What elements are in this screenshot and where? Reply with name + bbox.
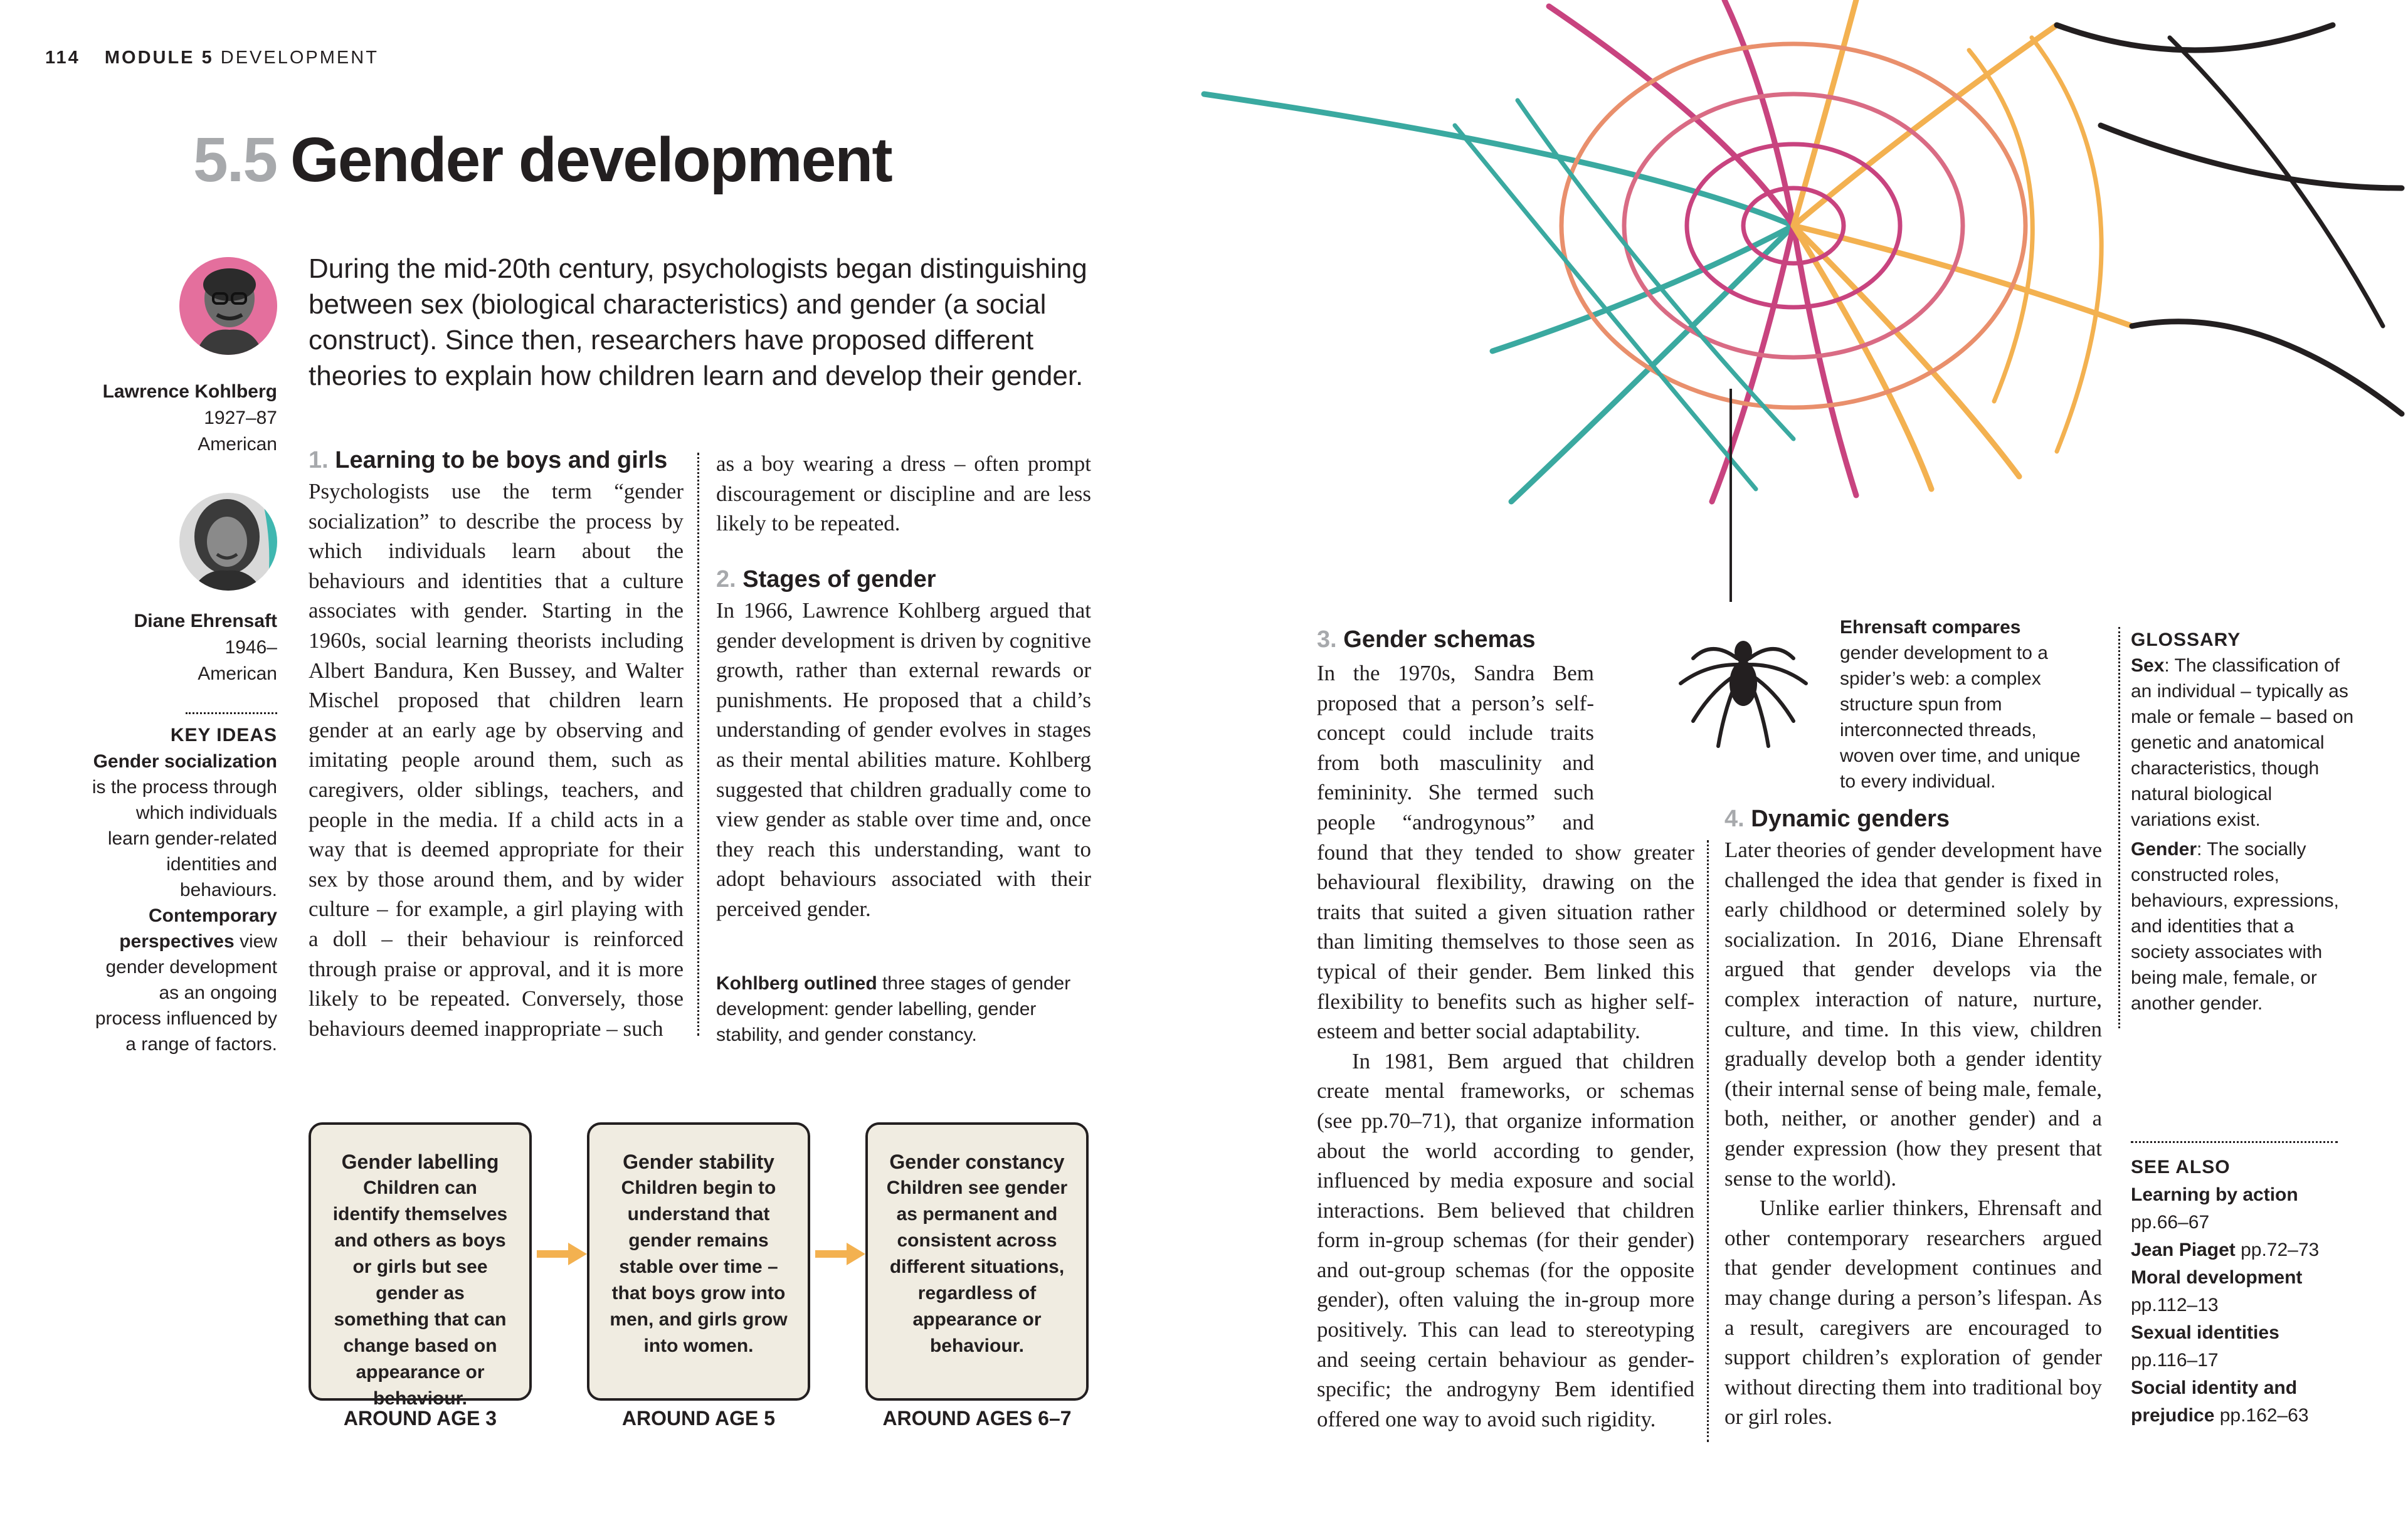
see-also-rule bbox=[2131, 1141, 2338, 1143]
section-2-heading bbox=[716, 563, 1091, 596]
glossary bbox=[2131, 627, 2357, 1016]
key-idea-1 bbox=[89, 749, 277, 903]
spider-wrap-space bbox=[1594, 658, 1694, 834]
section-4-text-b: Unlike earlier thinkers, Ehrensaft and other contemporary researchers argued that gender development continues and may change during a person’s lifespan. As a result, caregivers are encouraged to support children’s exploration of gender without directing them into traditional boy or girl roles. bbox=[1724, 1196, 2102, 1430]
see-also bbox=[2131, 1154, 2369, 1430]
kohlberg-years: 1927–87 bbox=[204, 408, 277, 428]
ehrensaft-portrait bbox=[179, 493, 277, 591]
see-also-pages: pp.112–13 bbox=[2131, 1295, 2219, 1315]
glossary-term-gender: Gender bbox=[2131, 839, 2197, 860]
see-also-title: SEE ALSO bbox=[2131, 1157, 2231, 1177]
ehrensaft-bio bbox=[134, 608, 277, 687]
stage-3-age: AROUND AGES 6–7 bbox=[882, 1407, 1072, 1430]
section-label: DEVELOPMENT bbox=[220, 48, 379, 68]
section-1-title: Learning to be boys and girls bbox=[335, 447, 668, 473]
ehrensaft-caption bbox=[1840, 614, 2084, 794]
section-4-number: 4. bbox=[1724, 806, 1745, 832]
stage-box-constancy bbox=[865, 1122, 1089, 1401]
section-3-title: Gender schemas bbox=[1343, 626, 1536, 653]
key-ideas-rule bbox=[186, 712, 277, 714]
see-also-item[interactable] bbox=[2131, 1319, 2369, 1374]
module-label: MODULE 5 bbox=[104, 48, 214, 68]
section-1-number: 1. bbox=[309, 447, 329, 473]
intro-paragraph: During the mid-20th century, psychologists began distinguishing between sex (biological characteristics) and gender (a social construct). Since then, researchers have proposed different theories to explain how children learn and develop their gender. bbox=[309, 253, 1087, 391]
section-2 bbox=[716, 563, 1091, 924]
see-also-item[interactable] bbox=[2131, 1181, 2369, 1236]
see-also-label: Sexual identities bbox=[2131, 1322, 2279, 1343]
section-1-continued bbox=[716, 449, 1091, 539]
ehrensaft-nationality: American bbox=[198, 663, 277, 684]
ehrensaft-caption-text: gender development to a spider’s web: a complex structure spun from interconnected threads, woven over time, and unique to every individual. bbox=[1840, 643, 2081, 792]
glossary-def-sex: : The classification of an individual – typically as male or female – based on genetic and anatomical characteristics, though natural biological variations exist. bbox=[2131, 655, 2354, 830]
kohlberg-nationality: American bbox=[198, 434, 277, 455]
running-head bbox=[45, 48, 379, 68]
section-2-number: 2. bbox=[716, 566, 736, 593]
see-also-label: Social identity and prejudice bbox=[2131, 1377, 2298, 1426]
section-3-text-b: In 1981, Bem argued that children create mental frameworks, or schemas (see pp.70–71), that organize information about the world according to gender, influenced by media exposure and social interactions. Bem believed that children form in-group schemas (for their gender) and out-group schemas (for the opposite gender), often valuing the in-group more positively. This can lead to stereotyping and seeing certain behaviour as gender-specific; the androgyny Bem identified offered one way to avoid such rigidity. bbox=[1317, 1048, 1694, 1431]
see-also-pages: pp.162–63 bbox=[2219, 1405, 2309, 1426]
column-divider-1 bbox=[697, 453, 699, 1036]
glossary-item-sex bbox=[2131, 653, 2357, 833]
see-also-pages: pp.66–67 bbox=[2131, 1212, 2210, 1233]
section-4-text-a: Later theories of gender development have challenged the idea that gender is fixed in early childhood or determined solely by socialization. In 2016, Diane Ehrensaft argued that gender develops via the complex interaction of nature, nurture, culture, and time. In this view, children gradually develop both a gender identity (their internal sense of being male, female, both, neither, or another gender) and a gender expression (how they present that sense to the world). bbox=[1724, 838, 2102, 1191]
key-ideas bbox=[89, 722, 277, 1057]
ehrensaft-years: 1946– bbox=[224, 637, 277, 658]
section-3-number: 3. bbox=[1317, 626, 1337, 653]
section-1-text: Psychologists use the term “gender socialization” to describe the process by which individuals learn about the behaviours and identities that a culture associates with gender. Starting in the 1960s, social learning theorists including Albert Bandura, Ken Bussey, and Walter Mischel proposed that children learn gender at an early age by observing and imitating people around them, such as caregivers, older siblings, teachers, and people in the media. If a child acts in a way that is deemed appropriate for their sex by those around them, and by wider culture – for example, a girl playing with a doll – their behaviour is reinforced through praise or approval, and it is more likely to be repeated. Conversely, those behaviours deemed inappropriate – such bbox=[309, 479, 684, 1041]
key-idea-1-text: is the process through which individuals learn gender-related identities and behaviours. bbox=[92, 777, 277, 900]
ehrensaft-caption-bold: Ehrensaft compares bbox=[1840, 617, 2021, 638]
glossary-divider bbox=[2118, 627, 2120, 1028]
stage-3-text: Children see gender as permanent and consistent across different situations, regardless of appearance or behaviour. bbox=[886, 1177, 1068, 1356]
see-also-label: Jean Piaget bbox=[2131, 1240, 2236, 1260]
key-ideas-title: KEY IDEAS bbox=[170, 725, 277, 745]
see-also-item[interactable] bbox=[2131, 1374, 2369, 1430]
key-idea-2-term: Contemporary perspectives bbox=[119, 905, 277, 952]
section-1-heading bbox=[309, 444, 684, 477]
key-idea-1-term: Gender socialization bbox=[93, 751, 277, 772]
key-idea-2-text: view gender development as an ongoing process influenced by a range of factors. bbox=[95, 931, 277, 1055]
glossary-title: GLOSSARY bbox=[2131, 629, 2241, 650]
see-also-pages: pp.116–17 bbox=[2131, 1350, 2219, 1371]
stage-2-text: Children begin to understand that gender remains stable over time – that boys grow into men, and girls grow into women. bbox=[610, 1177, 788, 1356]
section-3 bbox=[1317, 658, 1694, 1434]
glossary-item-gender bbox=[2131, 836, 2357, 1016]
kohlberg-caption-text: three stages of gender development: gender labelling, gender stability, and gender constancy. bbox=[716, 973, 1071, 1045]
kohlberg-caption bbox=[716, 971, 1091, 1048]
section-4-heading bbox=[1724, 803, 2102, 835]
section-1-continued-text: as a boy wearing a dress – often prompt discouragement or discipline and are less likely to be repeated. bbox=[716, 451, 1091, 536]
kohlberg-name: Lawrence Kohlberg bbox=[102, 381, 277, 402]
glossary-term-sex: Sex bbox=[2131, 655, 2165, 676]
section-1 bbox=[309, 444, 684, 1043]
glossary-def-gender: : The socially constructed roles, behaviours, expressions, and identities that a society associates with being male, female, or another gender. bbox=[2131, 839, 2339, 1014]
kohlberg-bio bbox=[103, 379, 277, 458]
section-4-title: Dynamic genders bbox=[1751, 806, 1950, 832]
stage-box-labelling bbox=[309, 1122, 532, 1409]
title-number: 5.5 bbox=[193, 125, 277, 195]
arrow-icon bbox=[815, 1241, 865, 1267]
column-divider-2 bbox=[1707, 840, 1709, 1442]
stage-1-text: Children can identify themselves and others as boys or girls but see gender as something that can change based on appearance or behaviour. bbox=[332, 1177, 508, 1409]
section-3-heading bbox=[1317, 623, 1536, 656]
title-text: Gender development bbox=[290, 125, 892, 195]
stage-2-age: AROUND AGE 5 bbox=[621, 1407, 776, 1430]
stage-1-age: AROUND AGE 3 bbox=[343, 1407, 497, 1430]
section-2-text: In 1966, Lawrence Kohlberg argued that gender development is driven by cognitive growth, rather than external rewards or punishments. He proposed that a child’s understanding of gender evolves in stages as their mental abilities mature. Kohlberg suggested that children gradually come to view gender as stable over time and, once they reach this understanding, want to adopt behaviours associated with their perceived gender. bbox=[716, 598, 1091, 921]
page-number: 114 bbox=[45, 48, 80, 68]
see-also-item[interactable] bbox=[2131, 1264, 2369, 1319]
section-4 bbox=[1724, 803, 2102, 1432]
ehrensaft-name: Diane Ehrensaft bbox=[134, 611, 277, 631]
spider-web-illustration bbox=[1191, 0, 2408, 602]
see-also-label: Moral development bbox=[2131, 1267, 2303, 1288]
see-also-label: Learning by action bbox=[2131, 1184, 2298, 1205]
section-3-text-a: In the 1970s, Sandra Bem proposed that a person’s self-concept could include traits from both masculinity and femininity. She termed such people “androgynous” and found that they tended to show greater behavioural flexibility, drawing on the traits that suited a given situation rather than limiting themselves to those seen as typical of their gender. Bem linked this flexibility to benefits such as higher self-esteem and better social adaptability. bbox=[1317, 661, 1694, 1044]
see-also-item[interactable] bbox=[2131, 1236, 2369, 1264]
kohlberg-portrait bbox=[179, 257, 277, 355]
stage-3-title: Gender constancy bbox=[889, 1151, 1065, 1173]
see-also-pages: pp.72–73 bbox=[2241, 1240, 2320, 1260]
page-title bbox=[193, 124, 892, 196]
stage-2-title: Gender stability bbox=[623, 1151, 774, 1173]
kohlberg-caption-bold: Kohlberg outlined bbox=[716, 973, 877, 994]
stage-1-title: Gender labelling bbox=[341, 1151, 499, 1173]
arrow-icon bbox=[537, 1241, 587, 1267]
section-2-title: Stages of gender bbox=[742, 566, 936, 593]
key-idea-2 bbox=[89, 903, 277, 1057]
stage-box-stability bbox=[587, 1122, 810, 1401]
